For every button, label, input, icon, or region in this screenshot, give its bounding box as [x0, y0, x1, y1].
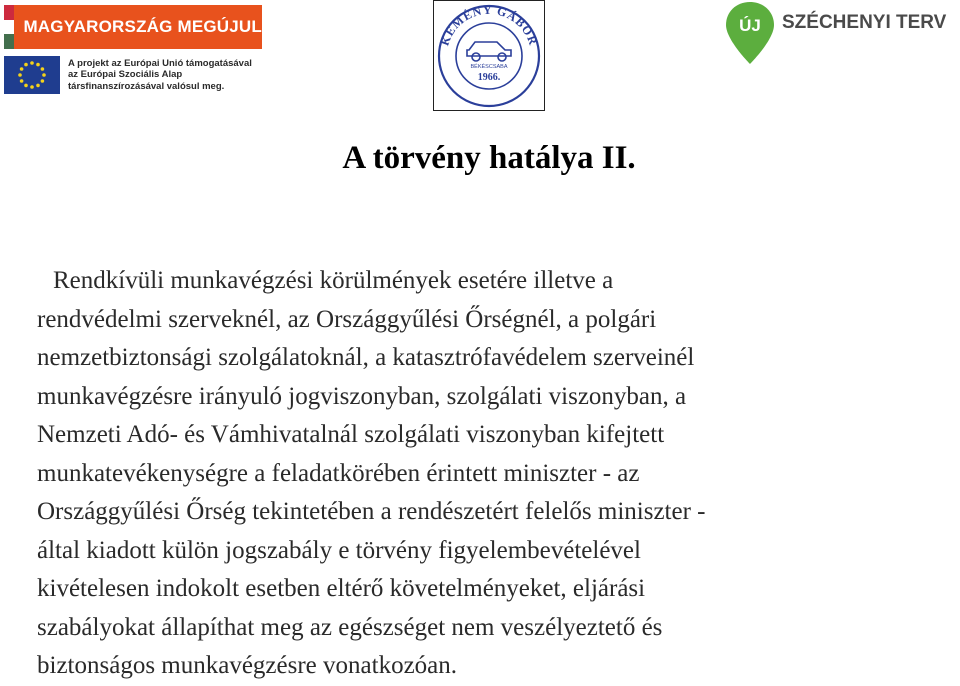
body-line: rendvédelmi szerveknél, az Országgyűlési Őrségnél, a polgári	[37, 305, 657, 333]
body-line: szabályokat állapíthat meg az egészséget nem veszélyeztető és	[37, 613, 663, 641]
eu-support-text	[68, 58, 252, 93]
uj-szechenyi-terv-logo	[724, 0, 960, 66]
mm-logo-text: MAGYARORSZÁG MEGÚJUL	[14, 5, 262, 49]
kemeny-gabor-seal-logo	[433, 0, 545, 111]
pin-text: ÚJ	[739, 16, 761, 35]
seal-top-text: KEMÉNY GÁBOR	[437, 2, 541, 48]
eu-text-line: az Európai Szociális Alap	[68, 69, 183, 81]
eu-text-line: A projekt az Európai Unió támogatásával	[68, 57, 252, 69]
body-line: kivételesen indokolt esetben eltérő követelményeket, eljárási	[37, 575, 646, 602]
body-line: Nemzeti Adó- és Vámhivatalnál szolgálati viszonyban kifejtett	[37, 421, 665, 448]
body-line: által kiadott külön jogszabály e törvény figyelembevételével	[37, 536, 641, 564]
body-line: biztonságos munkavégzésre vonatkozóan.	[37, 652, 458, 679]
body-line: nemzetbiztonsági szolgálatoknál, a katasztrófavédelem szerveinél	[37, 344, 695, 371]
magyarorszag-megujul-logo	[4, 5, 262, 49]
szechenyi-terv-text: SZÉCHENYI TERV	[782, 12, 947, 33]
seal-year-text: 1966.	[477, 72, 501, 83]
eu-flag-icon	[4, 56, 60, 94]
body-line: Rendkívüli munkavégzési körülmények esetére illetve a	[53, 267, 614, 294]
body-line: Országgyűlési Őrség tekintetében a rendészetért felelős miniszter -	[37, 498, 706, 525]
eu-support-logo	[4, 56, 264, 94]
body-line: munkatevékenységre a feladatkörében érintett miniszter - az	[37, 459, 640, 487]
slide-title: A törvény hatálya II.	[342, 140, 636, 176]
body-line: munkavégzésre irányuló jogviszonyban, szolgálati viszonyban, a	[37, 382, 687, 410]
seal-city-text: BÉKÉSCSABA	[470, 64, 508, 70]
eu-text-line: társfinanszírozásával valósul meg.	[68, 80, 225, 92]
slide-body-paragraph	[37, 262, 937, 686]
map-pin-icon	[724, 0, 776, 66]
hungarian-flag-icon	[4, 5, 14, 49]
